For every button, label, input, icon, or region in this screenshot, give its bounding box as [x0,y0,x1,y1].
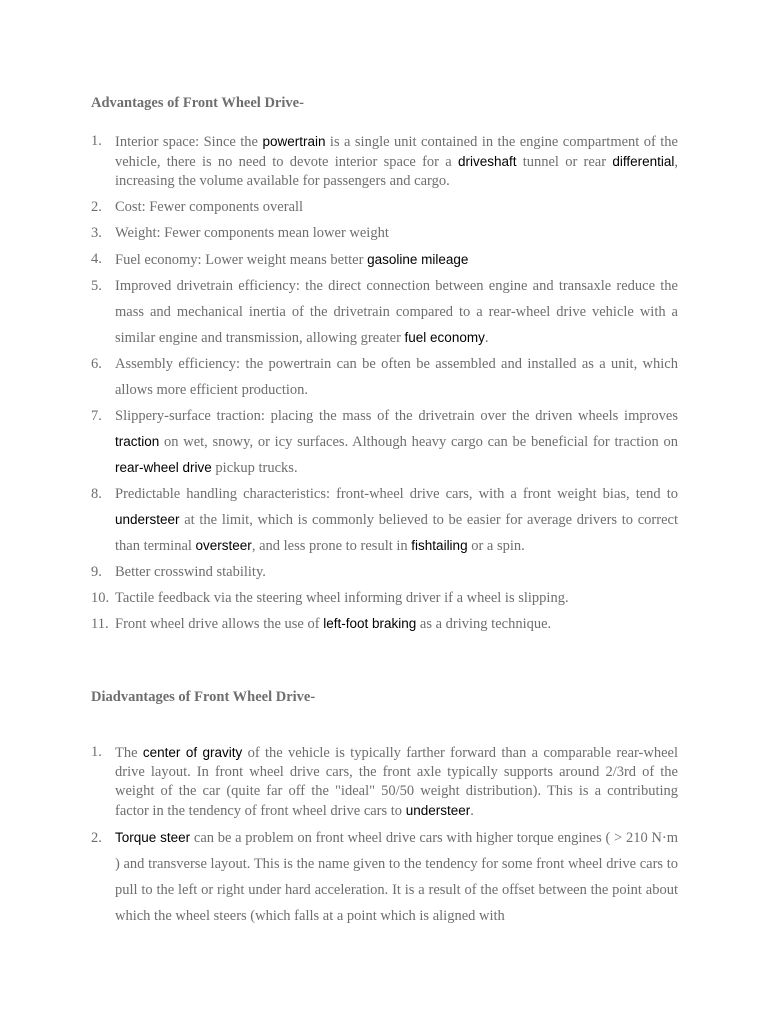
inline-link[interactable]: differential [612,154,675,169]
list-item [0,351,678,403]
list-text [115,559,678,585]
inline-link[interactable]: left-foot braking [323,616,417,631]
list-number: 2. [91,830,102,846]
list-text [115,403,678,481]
text-run: can be a problem on front wheel drive cars with higher torque engines ( > 210 N·m ) and transverse layout. This is the name given to the tendency for some front wheel drive cars to pull to the left or right under hard acceleration. It is a result of the offset between the point about which the wheel steers (which falls at a point which is aligned with [115,830,678,924]
list-item [0,611,678,637]
text-run: at the limit, which is commonly believed to be easier for average drivers to correct than terminal [115,512,678,554]
list-text [115,250,678,270]
inline-link[interactable]: traction [115,434,160,449]
text-run: Assembly efficiency: the powertrain can be often be assembled and installed as a unit, which allows more efficient production. [115,356,678,398]
list-item [0,198,678,217]
list-text [115,611,678,637]
list-text [115,351,678,403]
list-number: 2. [91,199,102,215]
list-number: 10. [91,590,110,606]
text-run: Tactile feedback via the steering wheel informing driver if a wheel is slipping. [115,590,569,606]
list-number: 9. [91,564,102,580]
text-run: Cost: Fewer components overall [115,199,304,215]
list-item [0,250,678,270]
text-run: of the vehicle is typically farther forward than a comparable rear-wheel drive layout. In front wheel drive cars, the front axle typically supports around 2/3rd of the weight of the car (quite far off the "ideal" 50/50 weight distribution). This is a contributing factor in the tendency of front wheel drive cars to [115,745,679,819]
list-number: 6. [91,356,102,372]
advantages-heading: Advantages of Front Wheel Drive- [91,95,304,111]
text-run: Improved drivetrain efficiency: the direct connection between engine and transaxle reduce the mass and mechanical inertia of the drivetrain compared to a rear-wheel drive vehicle with a similar engine and transmission, allowing greater [115,278,678,346]
list-item [0,825,678,929]
text-run: The [115,745,143,761]
list-number: 3. [91,225,102,241]
list-item [0,403,678,481]
list-number: 5. [91,278,102,294]
list-text [115,825,678,929]
list-item [0,743,678,821]
inline-link[interactable]: driveshaft [457,154,517,169]
inline-link[interactable]: oversteer [195,538,252,553]
inline-link[interactable]: fuel economy [404,330,485,345]
text-run: , and less prone to result in [251,538,412,554]
list-text [115,273,678,351]
inline-link[interactable]: Torque steer [115,830,191,845]
inline-link[interactable]: gasoline mileage [367,252,469,267]
disadvantages-heading: Diadvantages of Front Wheel Drive- [91,689,316,705]
list-item [0,481,678,559]
list-number: 8. [91,486,102,502]
list-text [115,481,678,559]
inline-link[interactable]: powertrain [262,134,326,149]
list-text [115,743,678,821]
text-run: is a single unit contained in the engine compartment of the vehicle, there is no need to devote interior space for a [115,134,678,170]
list-text [115,585,678,611]
list-number: 7. [91,408,102,424]
text-run: Weight: Fewer components mean lower weight [115,225,389,241]
inline-link[interactable]: center of gravity [142,745,243,760]
list-number: 1. [91,744,102,760]
text-run: tunnel or rear [516,154,613,170]
text-run: . [470,803,474,819]
inline-link[interactable]: understeer [405,803,471,818]
list-item [0,559,678,585]
inline-link[interactable]: fishtailing [411,538,468,553]
inline-link[interactable]: rear-wheel drive [115,460,212,475]
list-text [115,224,678,243]
text-run: pickup trucks. [211,460,298,476]
text-run: or a spin. [467,538,525,554]
text-run: Predictable handling characteristics: front-wheel drive cars, with a front weight bias, tend to [115,486,678,502]
list-number: 1. [91,133,102,149]
text-run: as a driving technique. [416,616,552,632]
inline-link[interactable]: understeer [115,512,180,527]
text-run: on wet, snowy, or icy surfaces. Although heavy cargo can be beneficial for traction on [159,434,678,450]
text-run: , increasing the volume available for passengers and cargo. [115,154,678,189]
list-text [115,132,678,191]
text-run: Fuel economy: Lower weight means better [115,252,368,268]
text-run: Interior space: Since the [115,134,263,150]
text-run: Front wheel drive allows the use of [115,616,324,632]
list-number: 11. [91,616,109,632]
list-number: 4. [91,251,102,267]
text-run: Slippery-surface traction: placing the mass of the drivetrain over the driven wheels improves [115,408,678,424]
list-text [115,198,678,217]
list-item [0,585,678,611]
text-run: . [484,330,489,346]
text-run: Better crosswind stability. [115,564,266,580]
disadvantages-list [0,743,678,929]
list-item [0,224,678,243]
list-item [0,273,678,351]
advantages-list [0,132,678,637]
list-item [0,132,678,191]
